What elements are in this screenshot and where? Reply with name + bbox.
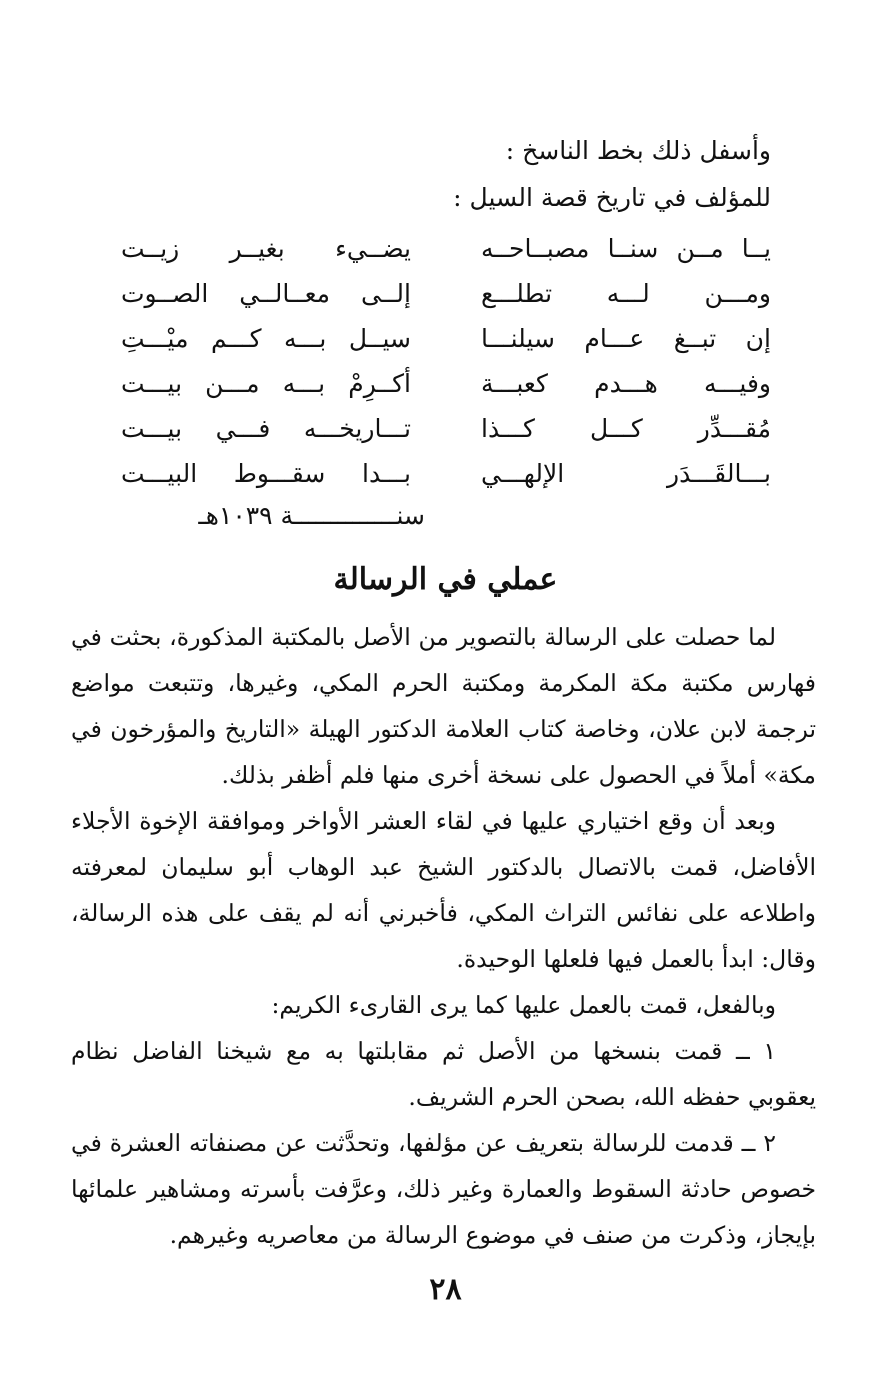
poem-second-hemistich: يضــيء بغيــر زيــت [121, 234, 411, 263]
paragraph: وبالفعل، قمت بالعمل عليها كما يرى القارىء الكريم: [271, 991, 776, 1019]
poem-date-line: سنــــــــــــــة ١٠٣٩هـ [198, 501, 425, 530]
poem-second-hemistich: أكــرِمْ بـــه مـــن بيـــت [121, 369, 411, 398]
poem-first-hemistich: وفيـــه هـــدم كعبـــة [481, 369, 771, 398]
paragraph: ٢ ــ قدمت للرسالة بتعريف عن مؤلفها، وتحدَّثت عن مصنفاته العشرة في خصوص حادثة السقوط والعمارة وغير ذلك، وعرَّفت بأسرته ومشاهير علمائها بإيجاز، وذكرت من صنف في موضوع الرسالة من معاصريه وغيرهم. [71, 1129, 816, 1249]
poem-first-hemistich: إن تبــغ عـــام سيلنـــا [481, 324, 771, 353]
page-number: ٢٨ [429, 1272, 462, 1307]
intro-line-2: للمؤلف في تاريخ قصة السيل : [453, 183, 771, 212]
poem-verse [121, 271, 771, 316]
paragraph: لما حصلت على الرسالة بالتصوير من الأصل بالمكتبة المذكورة، بحثت في فهارس مكتبة مكة المكرمة ومكتبة الحرم المكي، وغيرها، وتتبعت مواضع ترجمة لابن علان، وخاصة كتاب العلامة الدكتور الهيلة «التاريخ والمؤرخون في مكة» أملاً في الحصول على نسخة أخرى منها فلم أظفر بذلك. [71, 623, 816, 789]
paragraph: ١ ــ قمت بنسخها من الأصل ثم مقابلتها به مع شيخنا الفاضل نظام يعقوبي حفظه الله، بصحن الحرم الشريف. [71, 1037, 816, 1111]
poem-second-hemistich: تـــاريخـــه فـــي بيـــت [121, 414, 411, 443]
poem-verse [121, 361, 771, 406]
poem-first-hemistich: مُقـــدِّر كـــل كـــذا [481, 414, 771, 443]
poem-verse [121, 226, 771, 271]
section-heading: عملي في الرسالة [333, 562, 558, 597]
body-text [71, 614, 816, 1258]
poem-second-hemistich: إلــى معــالــي الصــوت [121, 279, 411, 308]
poem-verse [121, 316, 771, 361]
poem [121, 226, 771, 496]
poem-first-hemistich: بـــالقَـــدَر الإلهـــي [481, 459, 771, 488]
poem-first-hemistich: ومـــن لـــه تطلـــع [481, 279, 771, 308]
poem-verse [121, 406, 771, 451]
poem-second-hemistich: بـــدا سقـــوط البيـــت [121, 459, 411, 488]
poem-first-hemistich: يــا مــن سنــا مصبــاحــه [481, 234, 771, 263]
paragraph: وبعد أن وقع اختياري عليها في لقاء العشر الأواخر وموافقة الإخوة الأجلاء الأفاضل، قمت بالاتصال بالدكتور الشيخ عبد الوهاب أبو سليمان لمعرفته واطلاعه على نفائس التراث المكي، فأخبرني أنه لم يقف على هذه الرسالة، وقال: ابدأ بالعمل فيها فلعلها الوحيدة. [71, 807, 816, 973]
poem-second-hemistich: سيــل بـــه كـــم ميْـــتِ [121, 324, 411, 353]
intro-line-1: وأسفل ذلك بخط الناسخ : [505, 136, 771, 165]
poem-verse [121, 451, 771, 496]
